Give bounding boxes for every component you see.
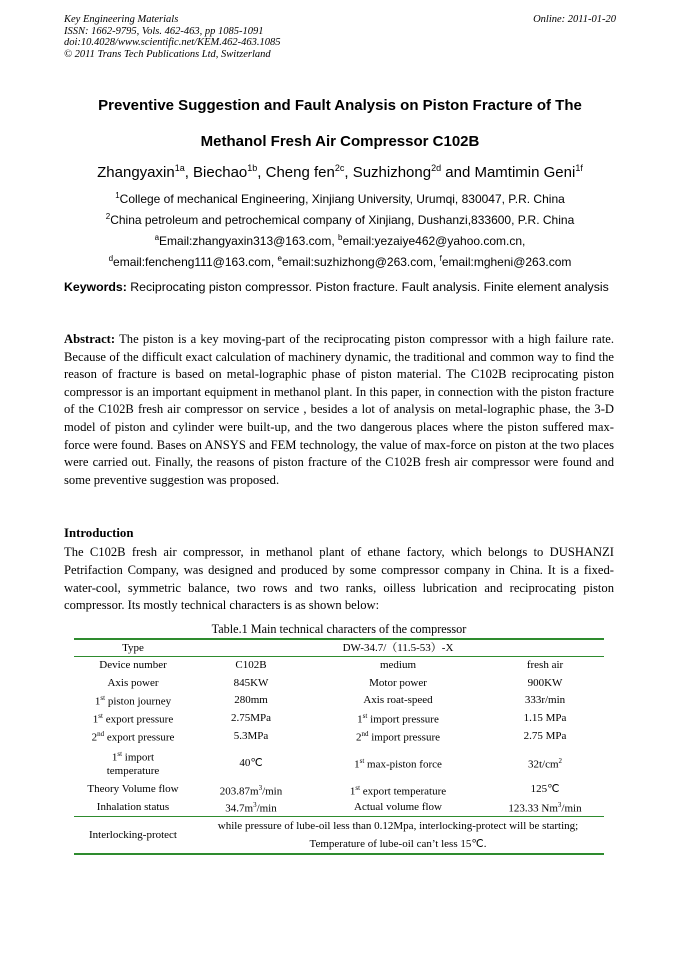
cell-text: max-piston force xyxy=(364,758,442,771)
ordinal-sup: st xyxy=(362,711,368,720)
paper-title xyxy=(60,88,620,160)
journal-header xyxy=(64,14,616,60)
cell-text: 203.87m xyxy=(219,785,259,798)
table-row xyxy=(74,727,604,745)
table-cell: Axis power xyxy=(107,676,159,689)
email-marker: f xyxy=(439,254,442,263)
table-cell: Device number xyxy=(99,659,167,672)
cell-text: Temperature of lube-oil can’t less 15℃. xyxy=(309,838,487,851)
ordinal-sup: nd xyxy=(97,729,105,738)
table-cell: 2nd export pressure xyxy=(91,729,175,744)
cell-text: export pressure xyxy=(102,713,174,726)
author-superscript: 2c xyxy=(334,163,345,173)
author-superscript: 2d xyxy=(431,163,442,173)
table-cell: Inhalation status xyxy=(96,801,170,814)
table-cell: 125℃ xyxy=(530,783,560,796)
affiliation-text: China petroleum and petrochemical company of Xinjiang, Dushanzi,833600, P.R. China xyxy=(110,213,575,227)
unit-sup: 3 xyxy=(258,783,263,792)
table-cell: Motor power xyxy=(369,676,427,689)
email-marker: e xyxy=(277,254,282,263)
email-text: email:mgheni@263.com xyxy=(441,255,572,269)
table-caption: Table.1 Main technical characters of the compressor xyxy=(211,622,467,636)
cell-text: export pressure xyxy=(104,731,175,744)
author-name: and Mamtimin Geni xyxy=(441,164,576,181)
table-cell: Actual volume flow xyxy=(354,801,442,814)
table-cell: Type xyxy=(74,639,192,656)
email-line-2 xyxy=(40,250,640,271)
table-cell: 1.15 MPa xyxy=(523,711,567,724)
keywords-label: Keywords: xyxy=(64,280,127,294)
cell-text: import xyxy=(122,751,155,764)
abstract-paragraph xyxy=(64,331,614,489)
table-row xyxy=(74,781,604,799)
table-row xyxy=(74,816,604,854)
table-cell xyxy=(192,798,310,816)
table-cell: 845KW xyxy=(233,676,269,689)
table-row xyxy=(74,656,604,674)
cell-text: /min xyxy=(561,802,582,815)
copyright-line: © 2011 Trans Tech Publications Ltd, Switzerland xyxy=(64,48,271,60)
cell-text: 123.33 Nm xyxy=(508,802,558,815)
ordinal-sup: st xyxy=(117,749,123,758)
email-marker: d xyxy=(108,254,114,263)
table-cell xyxy=(486,798,604,816)
author-name: Zhangyaxin xyxy=(97,164,175,181)
table-cell: 333r/min xyxy=(524,693,566,706)
table-row xyxy=(74,709,604,727)
email-line-1 xyxy=(40,229,640,250)
author-name: , Cheng fen xyxy=(257,164,335,181)
abstract-label: Abstract: xyxy=(64,332,116,346)
email-text: email:yezaiye462@yahoo.com.cn, xyxy=(342,234,526,248)
cell-text: temperature xyxy=(106,765,160,778)
affiliation-2 xyxy=(40,208,640,229)
table-cell: 1st export pressure xyxy=(92,711,174,726)
author-superscript: 1b xyxy=(247,163,258,173)
ordinal-sup: nd xyxy=(361,729,369,738)
table-cell: medium xyxy=(379,659,417,672)
email-text: email:fencheng111@163.com, xyxy=(113,255,278,269)
issn-line: ISSN: 1662-9795, Vols. 462-463, pp 1085-1091 xyxy=(64,25,264,37)
table-cell xyxy=(486,745,604,781)
affiliation-1 xyxy=(40,187,640,208)
affiliation-marker: 1 xyxy=(115,191,120,200)
table-cell: 1st import temperature xyxy=(74,745,192,781)
table-cell: 5.3MPa xyxy=(233,729,269,742)
table-cell: 2nd import pressure xyxy=(356,729,440,744)
affiliation-marker: 2 xyxy=(105,212,111,221)
email-text: email:suzhizhong@263.com, xyxy=(282,255,440,269)
author-name: , Suzhizhong xyxy=(344,164,432,181)
author-list xyxy=(40,158,640,183)
cell-text: piston journey xyxy=(105,695,172,708)
table-row xyxy=(74,745,604,781)
cell-text: 34.7m xyxy=(225,802,254,815)
table-cell xyxy=(192,816,604,854)
email-marker: a xyxy=(154,233,160,242)
unit-sup: 2 xyxy=(558,756,563,765)
introduction-heading: Introduction xyxy=(64,526,134,540)
title-line-2: Methanol Fresh Air Compressor C102B xyxy=(200,133,480,150)
ordinal-sup: st xyxy=(98,711,103,720)
online-date: Online: 2011-01-20 xyxy=(533,14,616,25)
table-cell: 1st max-piston force xyxy=(354,756,442,771)
ordinal-sup: st xyxy=(100,694,106,702)
cell-text: 32t/cm xyxy=(527,758,559,771)
table-cell: Interlocking-protect xyxy=(74,816,192,854)
table-cell: 1st piston journey xyxy=(94,694,172,708)
cell-text: while pressure of lube-oil less than 0.12Mpa, interlocking-protect will be starting; xyxy=(217,820,579,833)
table-cell: 2.75 MPa xyxy=(523,729,567,742)
technical-characters-table xyxy=(74,638,604,855)
table-row xyxy=(74,639,604,656)
table-cell: Theory Volume flow xyxy=(87,783,179,796)
unit-sup: 3 xyxy=(253,801,257,810)
table-cell: 2.75MPa xyxy=(230,711,272,724)
email-marker: b xyxy=(338,233,343,242)
affiliations xyxy=(40,187,640,271)
table-row xyxy=(74,798,604,816)
unit-sup: 3 xyxy=(557,801,562,810)
introduction-paragraph: The C102B fresh air compressor, in methanol plant of ethane factory, which belongs to DUSHANZI Petrifaction Company, was designed and produced by some compressor company in China. It is a fixed-water-cool, symmetric balance, two rows and two ranks, oilless lubrication and reciprocating piston compressor. Its mostly technical characters is as shown below: xyxy=(64,545,614,613)
table-cell: 280mm xyxy=(234,693,268,706)
author-superscript: 1f xyxy=(575,163,583,173)
cell-text: /min xyxy=(256,802,277,815)
ordinal-sup: st xyxy=(359,756,365,765)
journal-name: Key Engineering Materials xyxy=(64,14,179,25)
cell-text: export temperature xyxy=(360,785,447,798)
doi-line: doi:10.4028/www.scientific.net/KEM.462-463.1085 xyxy=(64,37,281,48)
table-cell: fresh air xyxy=(526,659,564,672)
table-row xyxy=(74,691,604,709)
ordinal-sup: st xyxy=(355,783,361,792)
table-cell: 1st import pressure xyxy=(357,711,439,726)
cell-text: import pressure xyxy=(367,713,439,726)
table-cell: C102B xyxy=(235,659,267,672)
cell-text: /min xyxy=(262,785,283,798)
keywords-text: Reciprocating piston compressor. Piston fracture. Fault analysis. Finite element analysis xyxy=(126,280,609,294)
keywords-paragraph xyxy=(64,279,614,297)
email-text: Email:zhangyaxin313@163.com, xyxy=(159,234,338,248)
table-cell: DW-34.7/（11.5-53）-X xyxy=(192,639,604,656)
title-line-1: Preventive Suggestion and Fault Analysis on Piston Fracture of The xyxy=(98,97,582,114)
table-cell: 900KW xyxy=(527,676,563,689)
author-superscript: 1a xyxy=(174,163,185,173)
table-row xyxy=(74,674,604,691)
cell-text: import pressure xyxy=(368,731,440,744)
abstract-text: The piston is a key moving-part of the reciprocating piston compressor with a high failure rate. Because of the difficult exact calculation of machinery dynamic, the traditional and common way to find the reason of fracture is based on metal-lographic phase of piston material. The C102B reciprocating piston compressor is an important equipment in methanol plant. In this paper, in connection with the piston fracture of the C102B fresh air compressor on service , besides a lot of analysis on metal-lographic phase, the 3-D model of piston and cylinder were built-up, and the two dangerous places where the piston suffered max-force were found. Bases on ANSYS and FEM technology, the value of max-force on piston at the two places were carried out. Finally, the reasons of piston fracture of the C102B fresh air compressor were found and some preventive suggestion was proposed. xyxy=(64,332,614,487)
table-cell: Axis roat-speed xyxy=(363,693,433,706)
table-cell: 1st export temperature xyxy=(349,783,447,798)
table-cell xyxy=(192,781,310,799)
table-cell: 40℃ xyxy=(239,756,263,769)
author-name: , Biechao xyxy=(184,164,248,181)
affiliation-text: College of mechanical Engineering, Xinjiang University, Urumqi, 830047, P.R. China xyxy=(119,192,565,206)
